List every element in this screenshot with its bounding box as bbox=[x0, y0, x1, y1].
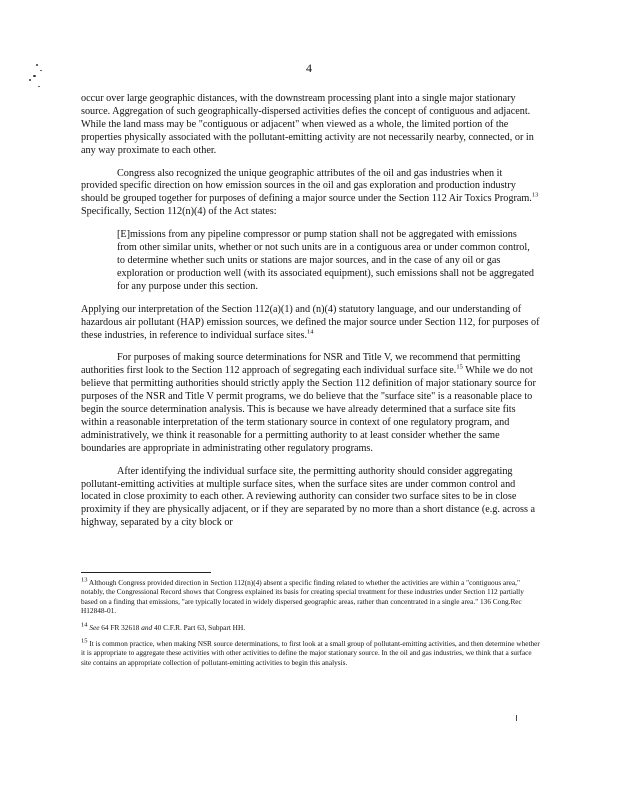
footnote-15 bbox=[81, 639, 541, 667]
footnote-13 bbox=[81, 578, 541, 616]
paragraph-text: While we do not believe that permitting authorities should strictly apply the Section 112 definition of major stationary source for purposes of the NSR and Title V permit programs, we do believe that the "surface site" is a reasonable place to begin the source determination analysis. This is because we have already determined that a surface site fits within a reasonable interpretation of the term stationary source in context of one regulatory program, and administratively, we think it reasonable for a permitting authority to at least consider whether the same boundaries are appropriate in administrating other regulatory programs. bbox=[81, 365, 536, 454]
footnote-text: It is common practice, when making NSR source determinations, to first look at a small group of pollutant-emitting activities, and then determine whether it is appropriate to aggregate these activities with other activities to define the major stationary source. In the oil and gas industries, we think that a surface site contains an appropriate collection of pollutant-emitting activities to begin this analysis. bbox=[81, 639, 540, 667]
footnotes bbox=[81, 578, 541, 674]
statute-quote: [E]missions from any pipeline compressor or pump station shall not be aggregated with emissions from other similar units, whether or not such units are in a contiguous area or under common control, to determine whether such units or stations are major sources, and in the case of any oil or gas exploration or production well (with its associated equipment), such emissions shall not be aggregated for any purpose under this section. bbox=[117, 229, 535, 292]
footnote-text: Although Congress provided direction in Section 112(n)(4) absent a specific finding related to whether the activities are within a "contiguous area," notably, the Congressional Record shows that Congress explained its basis for creating special treatment for these industries under Section 112 partially based on a finding that emissions, "are typically located in widely dispersed geographic areas, rather than concentrated in a single area." 136 Cong.Rec H12848-01. bbox=[81, 578, 524, 616]
footnote-number: 14 bbox=[81, 621, 88, 629]
scan-speck bbox=[38, 86, 40, 87]
page-number: 4 bbox=[306, 61, 312, 75]
footnote-ref-13[interactable]: 13 bbox=[531, 191, 539, 199]
paragraph-recommendation bbox=[81, 352, 541, 455]
paragraph-applying bbox=[81, 304, 541, 343]
footnote-text: 64 FR 32618 bbox=[99, 622, 142, 632]
paragraph-text: For purposes of making source determinations for NSR and Title V, we recommend that permitting authorities first look to the Section 112 approach of segregating each individual surface site. bbox=[81, 352, 521, 377]
paragraph-text: Congress also recognized the unique geographic attributes of the oil and gas industries when it provided specific direction on how emission sources in the oil and gas exploration and production industry should be grouped together for purposes of defining a major source under the Section 112 Air Toxics Program. bbox=[81, 167, 532, 205]
footnote-signal: See bbox=[87, 622, 100, 632]
paragraph-congress bbox=[81, 168, 541, 220]
paragraph-text: Specifically, Section 112(n)(4) of the Act states: bbox=[81, 206, 277, 218]
footnote-divider bbox=[81, 572, 211, 573]
scan-mark bbox=[516, 715, 517, 721]
footnote-14 bbox=[81, 623, 541, 632]
scan-speck bbox=[29, 79, 31, 81]
footnote-ref-15[interactable]: 15 bbox=[456, 363, 463, 371]
paragraph-continuation: occur over large geographic distances, with the downstream processing plant into a single major stationary source. Aggregation of such geographically-dispersed activities defies the concept of contiguous and adjacent. While the land mass may be "contiguous or adjacent" when viewed as a whole, the limited portion of the properties physically associated with the pollutant-emitting activity are not necessarily nearby, connected, or in any way proximate to each other. bbox=[81, 93, 534, 156]
footnote-number: 15 bbox=[81, 637, 88, 645]
paragraph-text: Applying our interpretation of the Section 112(a)(1) and (n)(4) statutory language, and our understanding of hazardous air pollutant (HAP) emission sources, we defined the major source under Section 112, for purposes of these industries, in reference to individual surface sites. bbox=[81, 303, 540, 341]
document-body bbox=[81, 93, 541, 540]
paragraph-aggregation: After identifying the individual surface site, the permitting authority should consider aggregating pollutant-emitting activities at multiple surface sites, when the surface sites are under common control and located in close proximity to each other. A reviewing authority can consider two surface sites to be in close proximity if they are physically adjacent, or if they are separated by no more than a short distance (e.g. across a highway, separated by a city block or bbox=[81, 465, 536, 529]
footnote-text: 40 C.F.R. Part 63, Subpart HH. bbox=[152, 622, 246, 632]
footnote-ref-14[interactable]: 14 bbox=[307, 328, 314, 336]
footnote-connector: and bbox=[141, 622, 153, 632]
footnote-number: 13 bbox=[81, 576, 88, 584]
